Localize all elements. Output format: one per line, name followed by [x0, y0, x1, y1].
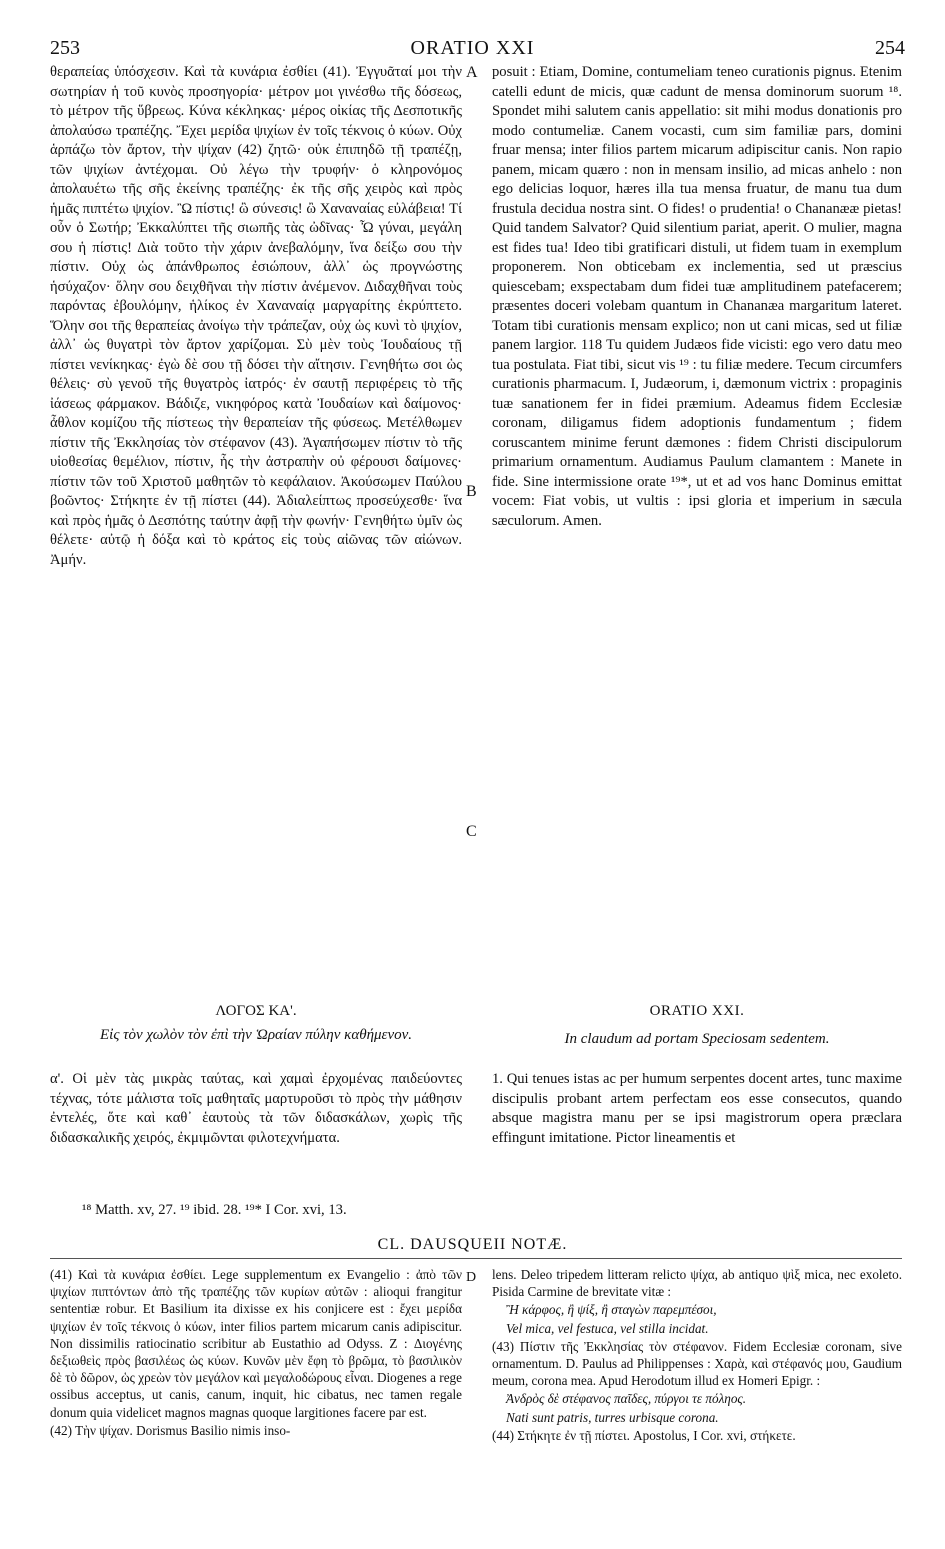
running-title: ORATIO XXI	[410, 37, 535, 59]
note-41: (41) Καὶ τὰ κυνάρια ἐσθίει. Lege supplementum ex Evangelio : ἀπὸ τῶν ψιχίων πιπτόντων ἀπὸ τῆς τραπέζης τῶν κυρίων αὐτῶν : alioqui frangitur sententiæ robur. Et Basilium ita dixisse ex his conjicere est : ἔχει μερίδα ψιχίων ἐν τοῖς τέκνοις ὁ κύων, inter filios partem micarum canis adipiscitur. Non dissimilis ratiocinatio scribitur ab Eustathio ad Odyss. Z : Διογένης δεξιωθεὶς πρὸς βασιλέως ὡς κύων. Κυνῶν μὲν ἔφη τὸ βρῶμα, τὸ βασιλικὸν δὲ τὸ δῶρον, ὡς χρεὼν τὸν μεγάλον καὶ μεγαλοδώρους εἶναι. Diogenes a rege ossibus acceptus, ut canis, canum, inquit, hic cibatus, nec tamen regale donum quia videlicet magnos magnas quoque largitiones facere par est.	[50, 1267, 462, 1420]
margin-marker-a: A	[466, 64, 478, 81]
greek-oration-title: ΛΟΓΟΣ ΚΑ'.	[215, 1003, 297, 1019]
notes-title: CL. DAUSQUEII NOTÆ.	[377, 1236, 568, 1253]
greek-column	[50, 63, 462, 570]
latin-paragraph: posuit : Etiam, Domine, contumeliam teneo curationis pignus. Etenim catelli edunt de micis, quæ cadunt de mensa dominorum suorum ¹⁸. Spondet mihi salutem canis appellatio: sit mihi modus donationis pro modo contumeliæ. Canem vocasti, cum sim familiæ pars, domini fruar mensa; inter filios partem micarum adipiscitur canis. Non rapio panem, micam quæro : non in mensam insilio, ad micas anhelo : non ego delicias loquor, hæres illa tua mensa fruatur, de manu tua dum frustula decidua nostra sint. O fides! o prudentia! o Chananææ pietas! Quid tandem Salvator? Quid silentium pariat, aperit. O mulier, magna est fides tua! Ideo tibi gratificari distuli, ut fidem tuam in exemplum proponerem. Non obticebam ex inclementia, sed ut præscius quiescebam; exspectabam dum fidei tuæ amplitudinem patefacerem; præsentes doceri volebam quantum in Chananæa margaritum lateret. Totam tibi curationis mensam explico; non ut cani micas, sed ut filiæ panem largior. 118 Tu quidem Judæos fide vicisti: ego vero datu meo tua postulata. Fiat tibi, sicut vis ¹⁹ : tu filiæ medere. Tecum circumfers curationis pharmacum. I, Judæorum, i, dæmonum victrix : propaginis tuæ sanationem fer in fidei præmium. Adeamus fidem Ecclesiæ coronam, diligamus fidem adoptionis fundamentum ; fidem coruscantem minime ferunt dæmones : fidem Christi discipulorum primarium ornamentum. Audiamus Paulum clamantem : Manete in fide. Sine intermissione orate ¹⁹*, ut et ad vos hanc Dominus emittat vocem: Fiat vobis, ut vultis : ipsi gloria et imperium in sæcula sæculorum. Amen.	[492, 64, 902, 529]
note-43: (43) Πίστιν τῆς Ἐκκλησίας τὸν στέφανον. Fidem Ecclesiæ coronam, sive ornamentum. D. Paulus ad Philippenses : Χαρὰ, καὶ στέφανός μου, Gaudium meum, corona mea. Apud Herodotum illud ex Homeri Epigr. :	[492, 1338, 902, 1389]
quote-greek-pisida: Ἢ κάρφος, ἢ ψίξ, ἢ σταγὼν παρεμπέσοι,	[506, 1302, 717, 1318]
notes-left-column	[50, 1266, 462, 1440]
note-42: (42) Τὴν ψίχαν. Dorismus Basilio nimis inso-	[50, 1422, 291, 1438]
margin-marker-b: B	[466, 483, 477, 500]
note-42-continued: lens. Deleo tripedem litteram relicto ψίχα, ab antiquo ψὶξ mica, nec exoleto. Pisida Carmine de brevitate vitæ :	[492, 1267, 902, 1300]
latin-oration-title: ORATIO XXI.	[649, 1003, 745, 1019]
notes-divider	[50, 1258, 902, 1259]
quote-latin-homer: Nati sunt patris, turres urbisque corona.	[506, 1409, 719, 1425]
latin-paragraph-2: 1. Qui tenues istas ac per humum serpentes docent artes, tunc maxime discipulis probant artem perfectam eos esse consecutos, quando absque magistra manu per se ipsi magistrorum opera præclara effingunt imitatione. Pictor lineamentis et	[492, 1071, 902, 1146]
margin-marker-c: C	[466, 823, 477, 840]
greek-column-2	[50, 1070, 462, 1148]
left-page-number: 253	[50, 37, 80, 59]
greek-paragraph: θεραπείας ὑπόσχεσιν. Καὶ τὰ κυνάρια ἐσθίει (41). Ἐγγυᾶταί μοι τὴν σωτηρίαν ἡ τοῦ κυνὸς προσηγορία· μέτρον μοι γινέσθω τῆς δόσεως, τὸ μέτρον τῆς ὕβρεως. Κύνα κέκληκας· μέρος οἰκίας τῆς Δεσποτικῆς ἀπολαύσω τραπέζης. Ἔχει μερίδα ψιχίων ἐν τοῖς τέκνοις ὁ κύων. Οὐχ ἁρπάζω τὸν ἄρτον, τὴν ψίχαν (42) ζητῶ· οὐκ ἐπιπηδῶ τῇ τραπέζῃ, τῶν ψιχίων ἀντέχομαι. Οὐ λέγω τὴν τρυφήν· ὁ κληρονόμος ἀπολαυέτω τῆς σῆς ἐκείνης τραπέζης· ἐκ τῆς σῆς χειρὸς καὶ πρὸς ἡμᾶς πιπτέτω ψιχίον. Ὢ πίστις! ὢ σύνεσις! ὢ Χαναναίας εὐλάβεια! Τί οὖν ὁ Σωτήρ; Ἐκκαλύπτει τῆς σιωπῆς τὰς ὠδῖνας· Ὦ γύναι, μεγάλη σου ἡ πίστις! Διὰ τοῦτο τὴν χάριν ἀνεβαλόμην, ἵνα δείξω σου τὴν πίστιν. Οὐχ ὡς ἀπάνθρωπος ἐσιώπουν, ἀλλ᾽ ὡς προγνώστης ἡσύχαζον· ὅλην σου δειχθῆναι τὴν πίστιν ἀνέμενον. Διδαχθῆναι τοὺς παρόντας ἐβουλόμην, ἡλίκος ἐν Χαναναίᾳ μαργαρίτης ἐκρύπτετο. Ὅλην σοι τῆς θεραπείας ἀνοίγω τὴν τράπεζαν, οὐχ ὡς κυνὶ τὸ ψιχίον, ἀλλ᾽ ὡς θυγατρὶ τὸν ἄρτον χαρίζομαι. Σὺ μὲν τοὺς Ἰουδαίους τῇ πίστει νενίκηκας· ἐγὼ δὲ σου τῇ δόσει τὴν αἴτησιν. Γενηθήτω σοι ὡς θέλεις· σὺ γενοῦ τῆς θυγατρὸς ἰατρός· ἐν σαυτῇ περιφέρεις τὸ τῆς ἰάσεως φάρμακον. Βάδιζε, νικηφόρος κατὰ Ἰουδαίων καὶ δαίμονος· ἆθλον κομίζου τῆς πίστεως τὴν θεραπείαν τῆς φύσεως. Μετέλθωμεν πίστιν τῆς Ἐκκλησίας τὸν στέφανον (43). Ἀγαπήσωμεν πίστιν τὸ τῆς υἱοθεσίας θεμέλιον, πίστιν, ἧς τὴν ἀστραπὴν οὐ φέρουσι δαίμονες· πίστιν τῶν τοῦ Χριστοῦ μαθητῶν τὸ κεφάλαιον. Ἀκούσωμεν Παύλου βοῶντος· Στήκητε ἐν τῇ πίστει (44). Ἀδιαλείπτως προσεύχεσθε· ἵνα καὶ πρὸς ἡμᾶς ὁ Δεσπότης ταύτην ἀφῇ τὴν φωνήν· Γενηθήτω ὑμῖν ὡς θέλετε· αὐτῷ ἡ δόξα καὶ τὸ κράτος εἰς τοὺς αἰῶνας τῶν αἰώνων. Ἀμήν.	[50, 64, 462, 568]
quote-greek-homer: Ἀνδρὸς δὲ στέφανος παῖδες, πύργοι τε πόληος.	[506, 1391, 747, 1407]
latin-oration-subtitle: In claudum ad portam Speciosam sedentem.	[564, 1031, 830, 1047]
quote-latin-pisida: Vel mica, vel festuca, vel stilla incidat.	[506, 1320, 709, 1336]
latin-column-2	[492, 1070, 902, 1148]
margin-marker-d: D	[466, 1270, 477, 1285]
footnote-references: ¹⁸ Matth. xv, 27. ¹⁹ ibid. 28. ¹⁹* I Cor. xvi, 13.	[82, 1202, 347, 1218]
greek-paragraph-2: α'. Οἱ μὲν τὰς μικρὰς ταύτας, καὶ χαμαὶ ἐρχομένας παιδεύοντες τέχνας, τότε μάλιστα τοῖς μαθηταῖς μαρτυροῦσι τὸ πρὸς τὴν μάθησιν ἐντελές, ὅτε καὶ καθ᾽ ἑαυτοὺς τὰ τῶν διδασκάλων, χωρὶς τῆς διδασκαλικῆς χειρός, ἐκμιμῶνται φιλοτεχνήματα.	[50, 1071, 462, 1146]
right-page-number: 254	[875, 37, 905, 59]
notes-right-column	[492, 1266, 902, 1445]
note-44: (44) Στήκητε ἐν τῇ πίστει. Apostolus, I Cor. xvi, στήκετε.	[492, 1427, 796, 1443]
greek-oration-subtitle: Εἰς τὸν χωλὸν τὸν ἐπὶ τὴν Ὡραίαν πύλην καθήμενον.	[99, 1027, 413, 1043]
latin-column	[492, 63, 902, 531]
